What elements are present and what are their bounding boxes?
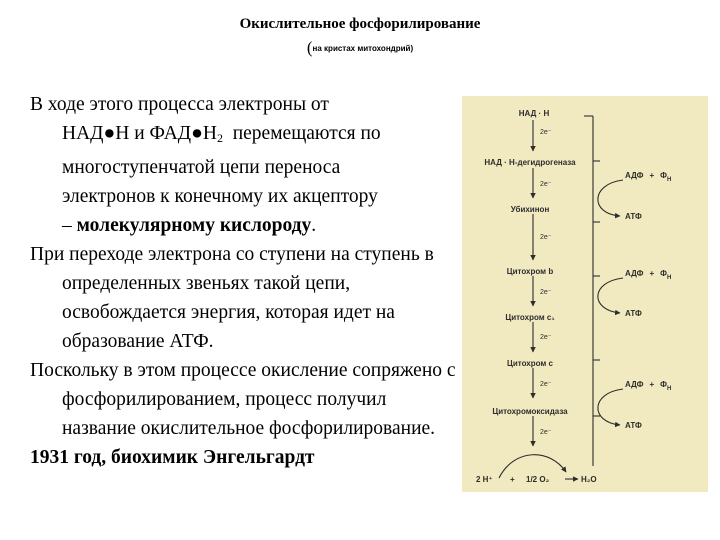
paragraph-energy-release: При переходе электрона со ступени на ступень в определенных звеньях такой цепи, освобождается энергия, которая идет на образование АТФ. (30, 244, 434, 352)
footer-line: 1931 год, биохимик Энгельгардт (30, 447, 315, 468)
final-plus: + (510, 475, 515, 484)
adp-label-3: АДФ + $Ф_Н$ (625, 380, 672, 392)
final-o2-label: 1/2 O₂ (526, 475, 550, 484)
subtitle-paren: ( (306, 38, 313, 57)
chain-label-0: НАД · Н (518, 109, 550, 118)
electron-label-7: 2e⁻ (540, 429, 552, 436)
coupling-arrow-2 (598, 278, 623, 313)
atf-label-2: АТФ (625, 309, 642, 318)
p1-acceptor: молекулярному кислороду (76, 215, 312, 236)
chain-label-1: НАД · Н-дегидрогеназа (484, 158, 576, 167)
final-h-label: 2 H⁺ (476, 475, 493, 484)
p1-line3: многоступенчатой цепи переноса (62, 157, 341, 178)
slide-subtitle (0, 38, 720, 58)
electron-label-1: 2e⁻ (540, 129, 552, 136)
p1-fad-h: Н (202, 123, 217, 144)
p1-line2-rest: перемещаются по (232, 123, 381, 144)
p1-dash: – (62, 215, 77, 236)
p1-nad: НАД (62, 123, 104, 144)
electron-label-5: 2e⁻ (540, 334, 552, 341)
electron-label-2: 2e⁻ (540, 181, 552, 188)
p1-nad-h: Н и ФАД (115, 123, 192, 144)
p1-line1: В ходе этого процесса электроны от (30, 94, 329, 115)
p1-line4: электронов к конечному их акцептору (62, 186, 378, 207)
electron-label-3: 2e⁻ (540, 234, 552, 241)
chain-label-4: Цитохром c₁ (505, 313, 555, 322)
atf-label-3: АТФ (625, 421, 642, 430)
chain-label-3: Цитохром b (506, 267, 554, 276)
coupling-arrow-1 (598, 180, 623, 216)
paragraph-electron-transport (30, 90, 460, 240)
slide-title: Окислительное фосфорилирование (239, 16, 481, 32)
chain-label-6: Цитохромоксидаза (492, 407, 568, 416)
bullet-icon: ● (103, 123, 116, 144)
paragraph-coupling: Поскольку в этом процессе окисление сопряжено с фосфорилированием, процесс получил название окислительное фосфорилирование. (30, 360, 456, 439)
body-text (30, 90, 460, 472)
final-h2o-label: H₂O (581, 475, 597, 484)
coupling-arrow-3 (598, 389, 623, 425)
electron-chain-diagram (462, 96, 708, 492)
electron-label-6: 2e⁻ (540, 381, 552, 388)
p1-h-subscript: 2 (216, 131, 223, 145)
atf-label-1: АТФ (625, 212, 642, 221)
subtitle-text: на кристах митохондрий) (312, 44, 414, 53)
adp-label-1: АДФ + $Ф_Н$ (625, 171, 672, 183)
p1-end: . (311, 215, 317, 236)
chain-label-5: Цитохром c (507, 359, 553, 368)
chain-arrows (499, 116, 623, 479)
chain-label-2: Убихинон (510, 205, 550, 214)
adp-label-2: АДФ + $Ф_Н$ (625, 269, 672, 281)
diagram-panel (462, 96, 708, 492)
electron-label-4: 2e⁻ (540, 289, 552, 296)
bullet-icon: ● (191, 123, 203, 144)
